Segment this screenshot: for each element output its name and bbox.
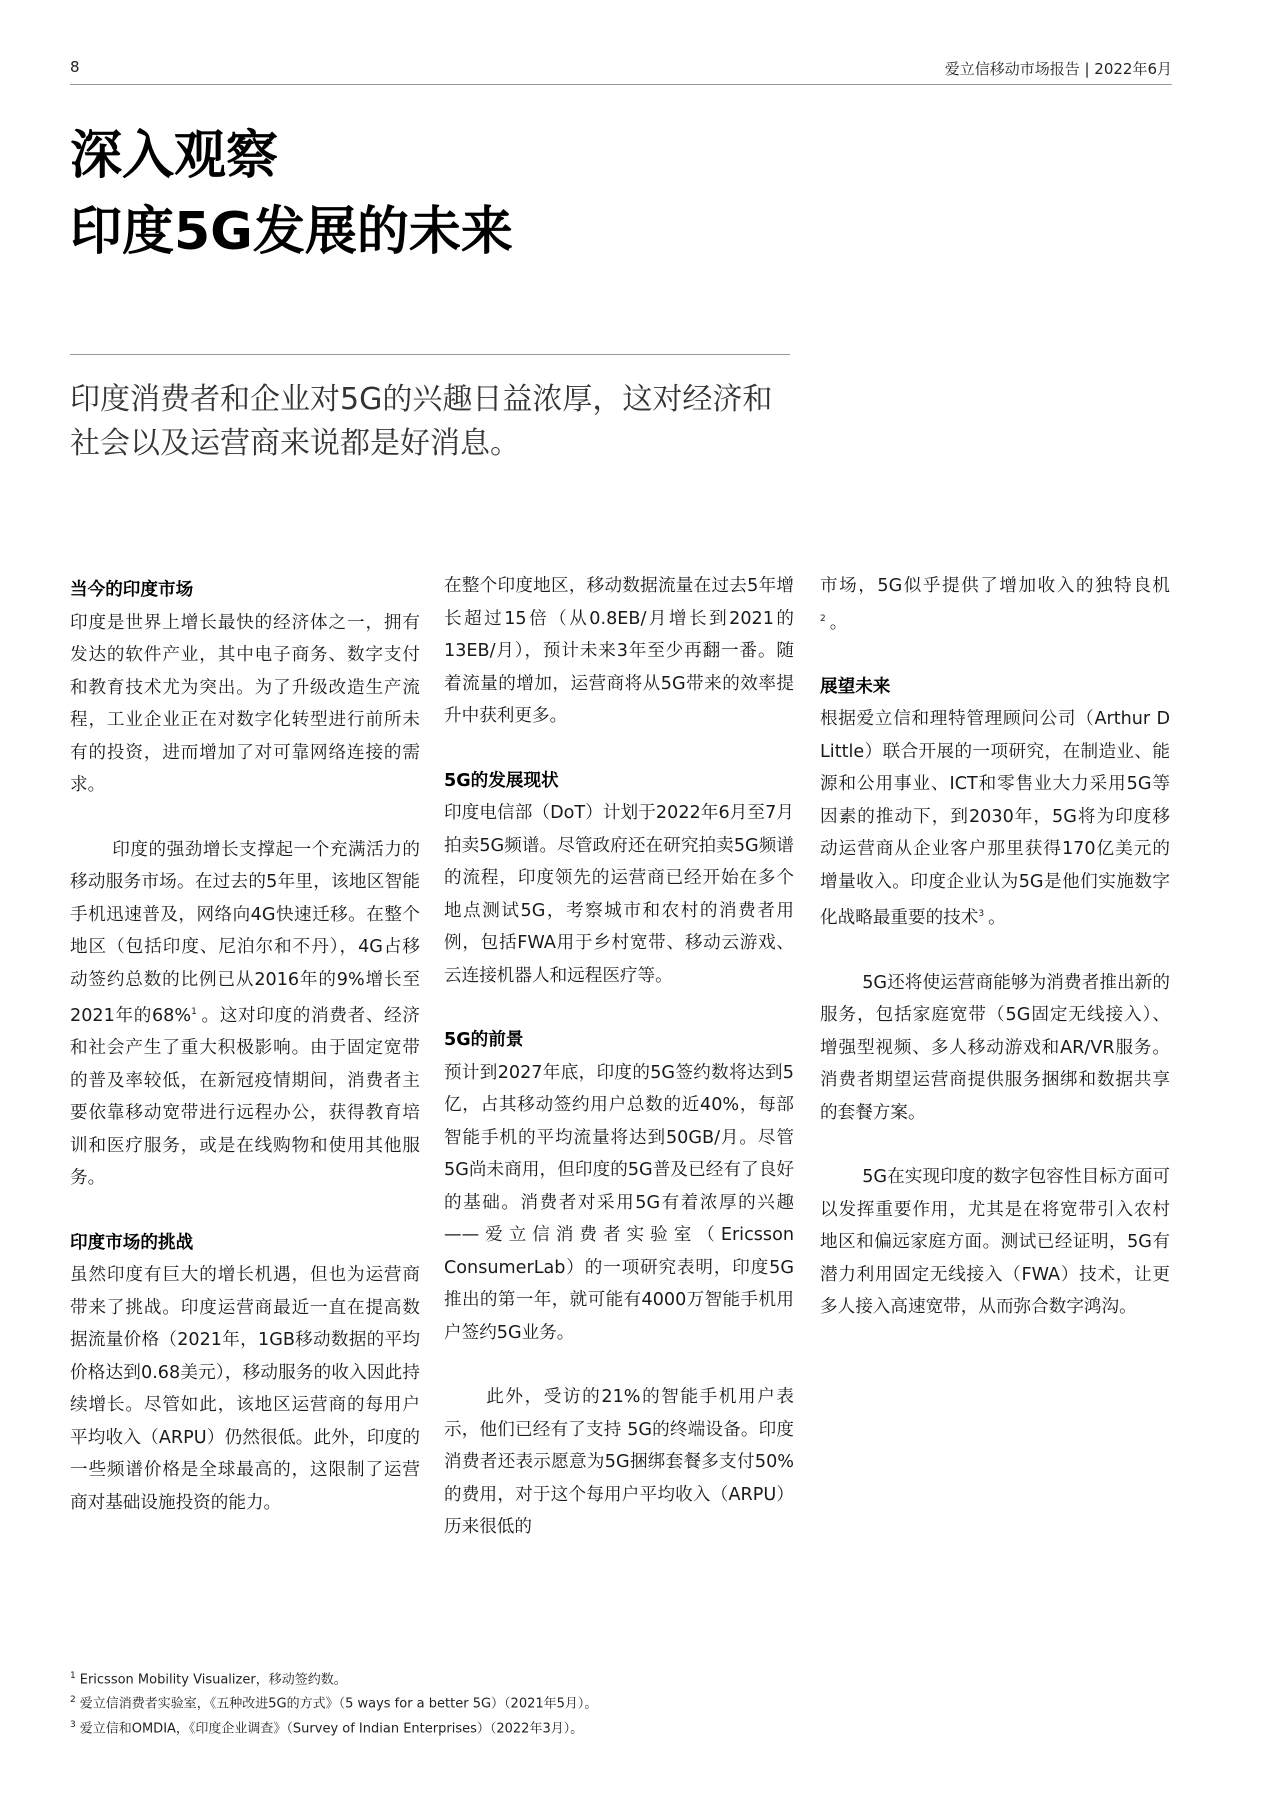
body-text: 根据爱立信和理特管理顾问公司（Arthur D Little）联合开展的一项研究，在制造业、能源和公用事业、ICT和零售业大力采用5G等因素的推动下，到2030年，5G将为印度移动运营商从企业客户那里获得170亿美元的增量收入。印度企业认为5G是他们实施数字化战略最重要的技术 xyxy=(820,709,1170,929)
body-text: 。 xyxy=(988,908,1006,929)
page-number: 8 xyxy=(70,58,80,76)
footnote-reference[interactable]: 2 xyxy=(820,613,826,624)
body-text: 。这对印度的消费者、经济和社会产生了重大积极影响。由于固定宽带的普及率较低，在新冠疫情期间，消费者主要依靠移动宽带进行远程办公，获得教育培训和医疗服务，或是在线购物和使用其他服务。 xyxy=(70,1005,420,1189)
body-text: 印度的强劲增长支撑起一个充满活力的移动服务市场。在过去的5年里，该地区智能手机迅速普及，网络向4G快速迁移。在整个地区（包括印度、尼泊尔和不丹），4G占移动签约总数的比例已从2016年的9%增长至2021年的68% xyxy=(70,839,420,1026)
running-header: 爱立信移动市场报告 | 2022年6月 xyxy=(944,60,1172,78)
column-2 xyxy=(444,570,794,1544)
body-text: 。 xyxy=(829,612,848,633)
section-heading-looking-ahead: 展望未来 xyxy=(820,676,891,697)
section-heading-5g-status: 5G的发展现状 xyxy=(444,770,559,791)
body-paragraph: 此外，受访的21%的智能手机用户表示，他们已经有了支持 5G的终端设备。印度消费者还表示愿意为5G捆绑套餐多支付50%的费用，对于这个每用户平均收入（ARPU）历来很低的 xyxy=(444,1387,794,1537)
body-paragraph: 预计到2027年底，印度的5G签约数将达到5亿，占其移动签约用户总数的近40%，每部智能手机的平均流量将达到50GB/月。尽管5G尚未商用，但印度的5G普及已经有了良好的基础。消费者对采用5G有着浓厚的兴趣——爱立信消费者实验室（Ericsson ConsumerLab）的一项研究表明，印度5G推出的第一年，就可能有4000万智能手机用户签约5G业务。 xyxy=(444,1062,794,1343)
body-paragraph: 5G还将使运营商能够为消费者推出新的服务，包括家庭宽带（5G固定无线接入）、增强型视频、多人移动游戏和AR/VR服务。消费者期望运营商提供服务捆绑和数据共享的套餐方案。 xyxy=(820,972,1170,1123)
page-title-line2: 印度5G发展的未来 xyxy=(70,202,513,262)
page-title-line1: 深入观察 xyxy=(70,126,279,186)
section-heading-challenges: 印度市场的挑战 xyxy=(70,1232,194,1253)
footnote-item xyxy=(70,1690,597,1714)
column-1 xyxy=(70,574,420,1519)
footnote-text: 爱立信消费者实验室，《五种改进5G的方式》（5 ways for a better 5G）（2021年5月）。 xyxy=(79,1696,598,1712)
footnote-reference[interactable]: 3 xyxy=(978,909,985,920)
body-text: 市场，5G似乎提供了增加收入的独特良机 xyxy=(820,576,1170,596)
lead-divider xyxy=(70,354,790,355)
body-paragraph xyxy=(820,570,1170,639)
footnotes xyxy=(70,1666,597,1739)
body-paragraph: 虽然印度有巨大的增长机遇，但也为运营商带来了挑战。印度运营商最近一直在提高数据流量价格（2021年，1GB移动数据的平均价格达到0.68美元），移动服务的收入因此持续增长。尽管如此，该地区运营商的每用户平均收入（ARPU）仍然很低。此外，印度的一些频谱价格是全球最高的，这限制了运营商对基础设施投资的能力。 xyxy=(70,1265,420,1513)
body-paragraph xyxy=(70,834,420,1195)
footnote-text: Ericsson Mobility Visualizer，移动签约数。 xyxy=(79,1672,347,1688)
footnote-reference[interactable]: 1 xyxy=(191,1007,197,1017)
header-divider xyxy=(70,84,1172,85)
lead-paragraph: 印度消费者和企业对5G的兴趣日益浓厚，这对经济和社会以及运营商来说都是好消息。 xyxy=(70,382,773,461)
page-title xyxy=(70,118,513,270)
section-heading-current-market: 当今的印度市场 xyxy=(70,580,194,600)
body-paragraph: 印度电信部（DoT）计划于2022年6月至7月拍卖5G频谱。尽管政府还在研究拍卖5G频谱的流程，印度领先的运营商已经开始在多个地点测试5G，考察城市和农村的消费者用例，包括FWA用于乡村宽带、移动云游戏、云连接机器人和远程医疗等。 xyxy=(444,803,794,986)
footnote-marker: 1 xyxy=(70,1671,76,1681)
column-3 xyxy=(820,570,1170,1324)
footnote-text: 爱立信和OMDIA，《印度企业调查》（Survey of Indian Enterprises）（2022年3月）。 xyxy=(79,1720,584,1736)
body-paragraph: 印度是世界上增长最快的经济体之一，拥有发达的软件产业，其中电子商务、数字支付和教育技术尤为突出。为了升级改造生产流程，工业企业正在对数字化转型进行前所未有的投资，进而增加了对可靠网络连接的需求。 xyxy=(70,612,420,795)
footnote-item xyxy=(70,1666,597,1690)
body-paragraph: 5G在实现印度的数字包容性目标方面可以发挥重要作用，尤其是在将宽带引入农村地区和偏远家庭方面。测试已经证明，5G有潜力利用固定无线接入（FWA）技术，让更多人接入高速宽带，从而弥合数字鸿沟。 xyxy=(820,1167,1170,1318)
footnote-marker: 2 xyxy=(70,1695,76,1706)
footnote-item xyxy=(70,1715,597,1739)
body-paragraph: 在整个印度地区，移动数据流量在过去5年增长超过15倍（从0.8EB/月增长到2021的13EB/月），预计未来3年至少再翻一番。随着流量的增加，运营商将从5G带来的效率提升中获利更多。 xyxy=(444,576,794,726)
body-paragraph xyxy=(820,703,1170,934)
footnote-marker: 3 xyxy=(70,1719,76,1730)
section-heading-5g-outlook: 5G的前景 xyxy=(444,1030,524,1050)
